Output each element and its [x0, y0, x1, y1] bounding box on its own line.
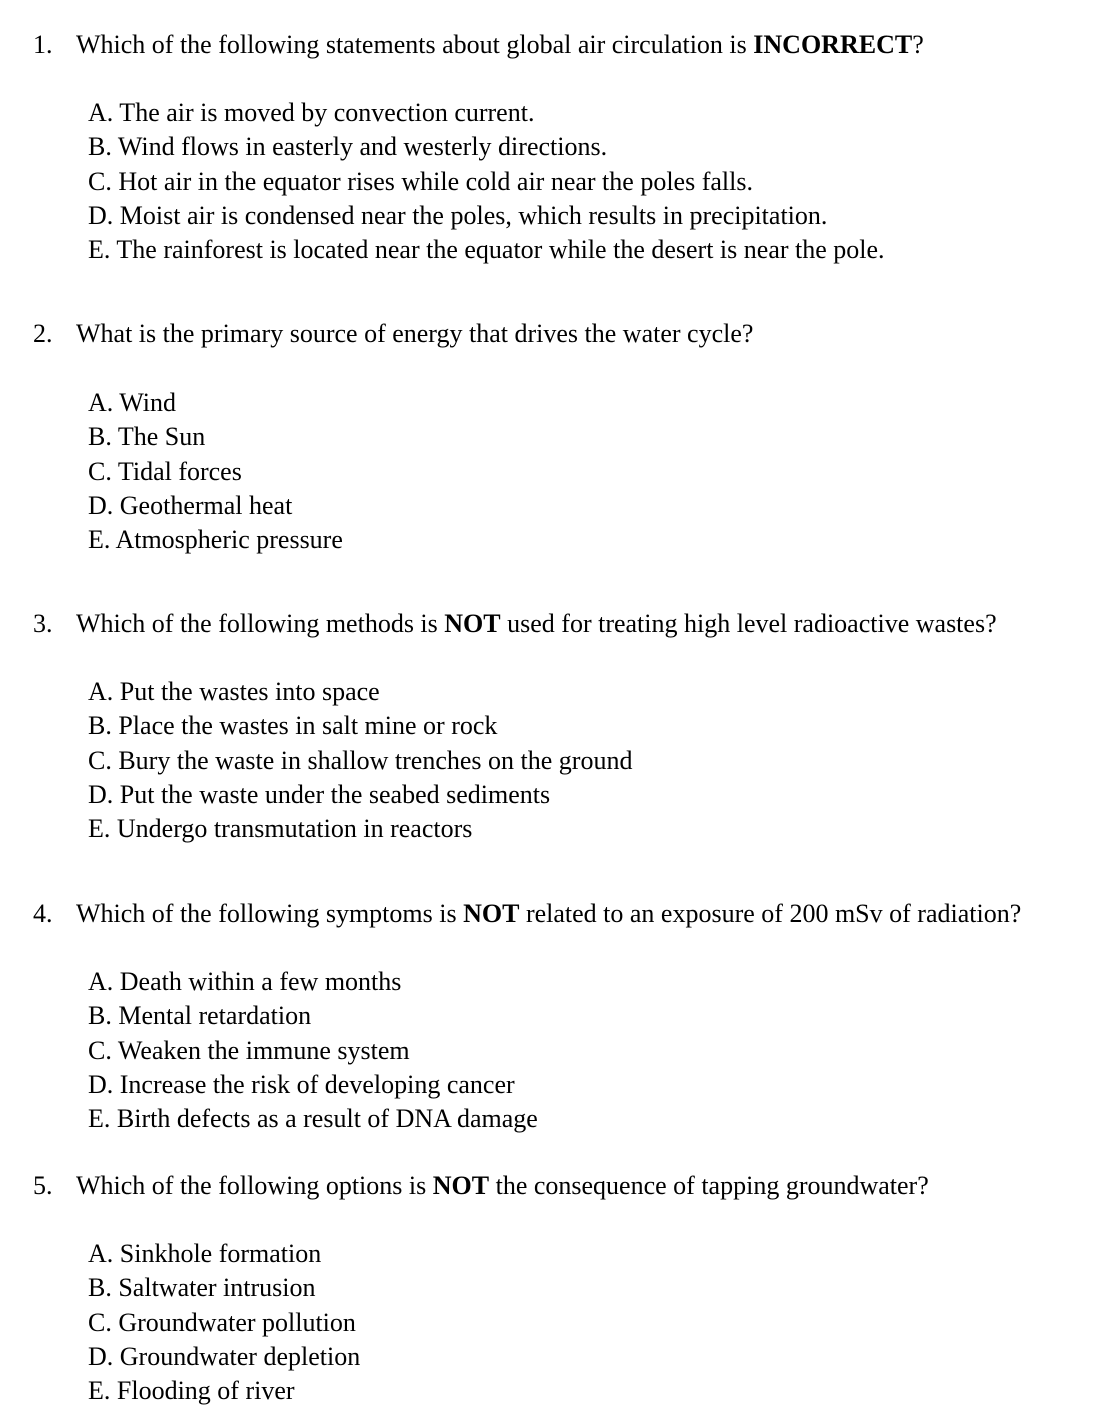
option-d: D. Moist air is condensed near the poles, which results in precipitation.: [88, 200, 828, 230]
option-b: B. Mental retardation: [88, 1001, 312, 1031]
option-a: A. Wind: [88, 388, 177, 417]
emphasis-word: NOT: [444, 609, 501, 638]
option-c: C. Hot air in the equator rises while cold air near the poles falls.: [88, 166, 753, 196]
question-text: Which of the following methods is NOT used for treating high level radioactive wastes?: [76, 609, 997, 638]
question-text: What is the primary source of energy that drives the water cycle?: [76, 319, 754, 348]
question-text: Which of the following symptoms is NOT related to an exposure of 200 mSv of radiation?: [76, 899, 1022, 928]
question-4: [0, 897, 1104, 1134]
question-number: 1.: [33, 30, 53, 59]
emphasis-word: INCORRECT: [753, 30, 913, 59]
option-d: D. Groundwater depletion: [88, 1341, 361, 1371]
option-b: B. Saltwater intrusion: [88, 1273, 316, 1303]
option-list: [88, 386, 343, 557]
option-list: [88, 675, 632, 846]
question-stem: [0, 317, 1104, 351]
option-c: C. Bury the waste in shallow trenches on the ground: [88, 745, 633, 775]
option-list: [88, 96, 885, 267]
question-number: 2.: [33, 319, 53, 348]
option-a: A. Sinkhole formation: [88, 1239, 322, 1268]
option-a: A. The air is moved by convection current.: [88, 98, 535, 127]
question-1: [0, 28, 1104, 265]
option-e: E. Atmospheric pressure: [88, 525, 343, 555]
question-stem: [0, 1169, 1104, 1203]
option-c: C. Groundwater pollution: [88, 1307, 356, 1337]
option-e: E. The rainforest is located near the equator while the desert is near the pole.: [88, 235, 885, 265]
question-number: 5.: [33, 1171, 53, 1200]
question-2: [0, 317, 1104, 555]
option-a: A. Put the wastes into space: [88, 677, 380, 706]
question-number: 4.: [33, 899, 53, 928]
option-b: B. Place the wastes in salt mine or rock: [88, 711, 498, 741]
option-b: B. The Sun: [88, 422, 206, 452]
option-c: C. Weaken the immune system: [88, 1035, 410, 1065]
option-list: [88, 965, 538, 1136]
question-stem: [0, 897, 1104, 931]
option-e: E. Flooding of river: [88, 1376, 295, 1406]
question-stem: [0, 607, 1104, 641]
emphasis-word: NOT: [463, 899, 520, 928]
question-5: [0, 1169, 1104, 1406]
option-list: [88, 1237, 360, 1408]
option-d: D. Increase the risk of developing cancer: [88, 1069, 515, 1099]
option-a: A. Death within a few months: [88, 967, 402, 996]
option-d: D. Put the waste under the seabed sediments: [88, 779, 551, 809]
option-d: D. Geothermal heat: [88, 490, 293, 520]
option-e: E. Birth defects as a result of DNA damage: [88, 1104, 538, 1134]
option-c: C. Tidal forces: [88, 456, 242, 486]
question-3: [0, 607, 1104, 844]
question-text: Which of the following options is NOT the consequence of tapping groundwater?: [76, 1171, 929, 1200]
question-text: Which of the following statements about global air circulation is INCORRECT?: [76, 30, 924, 59]
option-b: B. Wind flows in easterly and westerly directions.: [88, 132, 608, 162]
question-stem: [0, 28, 1104, 62]
question-number: 3.: [33, 609, 53, 638]
option-e: E. Undergo transmutation in reactors: [88, 814, 473, 844]
emphasis-word: NOT: [432, 1171, 490, 1200]
